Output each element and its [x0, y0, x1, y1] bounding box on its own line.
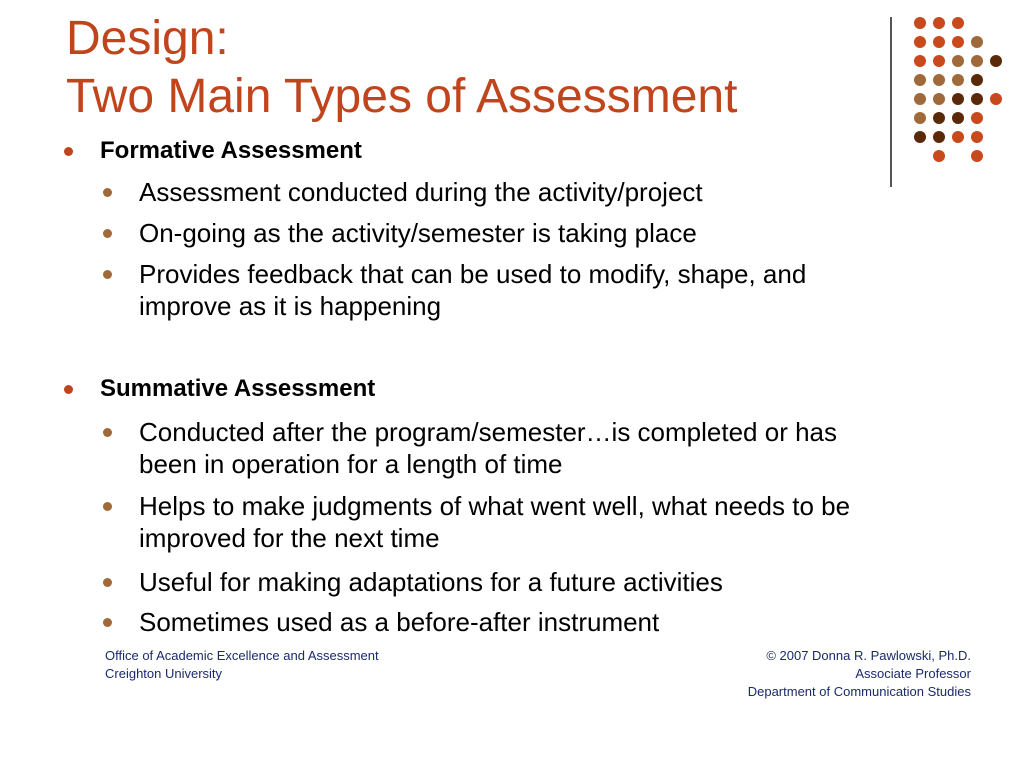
- section-heading-formative: Formative Assessment: [100, 137, 362, 164]
- dot: [952, 131, 964, 143]
- bullet-item: Conducted after the program/semester…is completed or has been in operation for a length of time: [139, 416, 899, 480]
- dot: [914, 36, 926, 48]
- bullet-item: Useful for making adaptations for a future activities: [139, 566, 929, 598]
- slide-title-line-1: Design:: [66, 12, 229, 65]
- dot: [933, 74, 945, 86]
- dot: [933, 93, 945, 105]
- bullet-item: Helps to make judgments of what went well, what needs to be improved for the next time: [139, 490, 929, 554]
- dot: [952, 17, 964, 29]
- slide-title-line-2: Two Main Types of Assessment: [66, 70, 738, 123]
- footer-office: Office of Academic Excellence and Assessment: [105, 648, 379, 663]
- dot: [933, 17, 945, 29]
- dot: [914, 131, 926, 143]
- dot: [971, 36, 983, 48]
- dot: [990, 93, 1002, 105]
- dot: [971, 131, 983, 143]
- footer-left: [105, 647, 379, 683]
- footer-right: [748, 647, 971, 701]
- dot: [933, 55, 945, 67]
- bullet-item: Assessment conducted during the activity/project: [139, 176, 929, 208]
- title-divider: [890, 17, 892, 187]
- dot: [971, 93, 983, 105]
- dot: [971, 74, 983, 86]
- dot: [952, 55, 964, 67]
- dot: [971, 55, 983, 67]
- dot: [990, 55, 1002, 67]
- dot: [933, 150, 945, 162]
- dot: [914, 17, 926, 29]
- dot: [914, 55, 926, 67]
- dot: [952, 93, 964, 105]
- footer-copyright: © 2007 Donna R. Pawlowski, Ph.D.: [766, 648, 971, 663]
- dot: [933, 112, 945, 124]
- bullet-item: On-going as the activity/semester is taking place: [139, 217, 929, 249]
- dot: [952, 112, 964, 124]
- dot: [952, 74, 964, 86]
- bullet-item: Provides feedback that can be used to modify, shape, and improve as it is happening: [139, 258, 899, 322]
- dot: [971, 112, 983, 124]
- dot: [933, 36, 945, 48]
- dot: [914, 93, 926, 105]
- dot: [933, 131, 945, 143]
- bullet-item: Sometimes used as a before-after instrument: [139, 606, 929, 638]
- dot: [914, 74, 926, 86]
- dot: [914, 112, 926, 124]
- footer-department: Department of Communication Studies: [747, 684, 971, 699]
- slide-title: [66, 10, 737, 126]
- footer-university: Creighton University: [105, 666, 223, 681]
- dot: [971, 150, 983, 162]
- section-heading-summative: Summative Assessment: [100, 375, 376, 402]
- footer-position: Associate Professor: [855, 666, 971, 681]
- dot: [952, 36, 964, 48]
